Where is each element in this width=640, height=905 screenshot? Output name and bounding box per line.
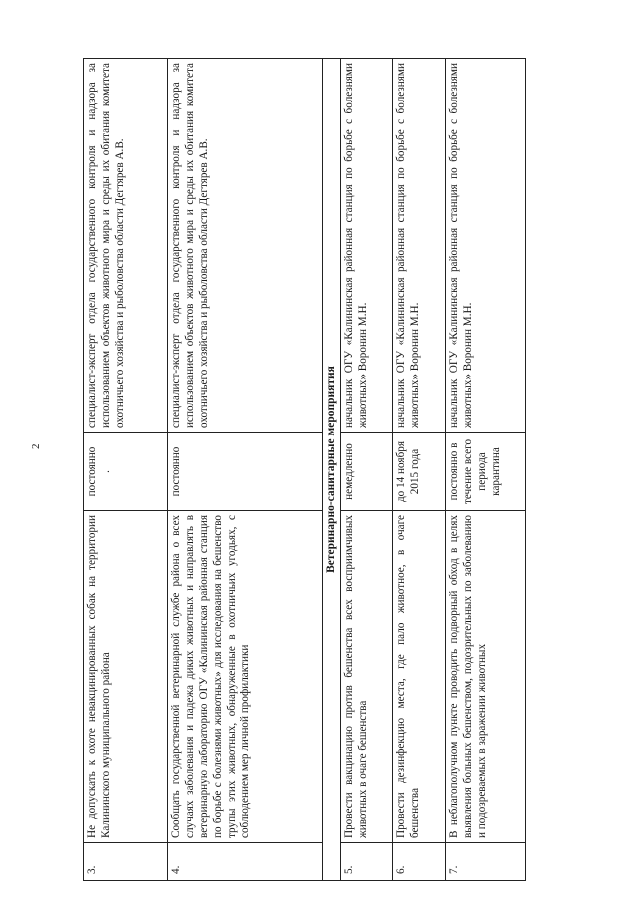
section-heading-row	[323, 59, 341, 881]
action-cell: Провести дезинфекцию места, где пало животное, в очаге бешенства	[393, 511, 446, 843]
row-number: 5.	[341, 843, 393, 881]
term-cell: немедленно	[341, 433, 393, 511]
responsible-cell: специалист-эксперт отдела государственного контроля и надзора за использованием объектов животного мира и среды их обитания комитета охотничьего хозяйства и рыболовства области Дегтярев А.В.	[84, 59, 168, 433]
action-cell: Не допускать к охоте невакцинированных собак на территории Калининского муниципального района	[84, 511, 168, 843]
term-cell	[84, 433, 168, 511]
responsible-cell: специалист-эксперт отдела государственного контроля и надзора за использованием объектов животного мира и среды их обитания комитета охотничьего хозяйства и рыболовства области Дегтярев А.В.	[168, 59, 323, 433]
responsible-cell: начальник ОГУ «Калининская районная станция по борьбе с болезнями животных» Воронин М.Н.	[393, 59, 446, 433]
term-text: постоянно	[86, 446, 98, 497]
table-row	[84, 59, 168, 881]
action-cell: В неблагополучном пункте проводить подворный обход в целях выявления больных бешенством, подозрительных по заболеванию и подозреваемых в заражении животных	[446, 511, 526, 843]
term-cell: постоянно	[168, 433, 323, 511]
table-row	[393, 59, 446, 881]
action-cell: Провести вакцинацию против бешенства всех восприимчивых животных в очаге бешенства	[341, 511, 393, 843]
term-cell: постоянно в течение всего периода карантина	[446, 433, 526, 511]
row-number: 4.	[168, 843, 323, 881]
term-cell: до 14 ноября 2015 года	[393, 433, 446, 511]
table-row	[168, 59, 323, 881]
measures-table	[83, 58, 526, 881]
rotated-table-container	[83, 59, 525, 881]
action-cell: Сообщать государственной ветеринарной службе района о всех случаях заболевания и падежа диких животных и направлять в ветеринарную лабораторию ОГУ «Калининская районная станция по борьбе с болезнями животных» для исследования на бешенство трупы этих животных, обнаруженные в охотничьих угодьях, с соблюдением мер личной профилактики	[168, 511, 323, 843]
term-mark: .	[99, 470, 112, 473]
row-number: 7.	[446, 843, 526, 881]
page-number: 2	[30, 443, 42, 449]
responsible-cell: начальник ОГУ «Калининская районная станция по борьбе с болезнями животных» Воронин М.Н.	[446, 59, 526, 433]
table-row	[341, 59, 393, 881]
section-heading: Ветеринарно-санитарные мероприятия	[323, 59, 341, 881]
row-number: 3.	[84, 843, 168, 881]
responsible-cell: начальник ОГУ «Калининская районная станция по борьбе с болезнями животных» Воронин М.Н.	[341, 59, 393, 433]
row-number: 6.	[393, 843, 446, 881]
table-row	[446, 59, 526, 881]
